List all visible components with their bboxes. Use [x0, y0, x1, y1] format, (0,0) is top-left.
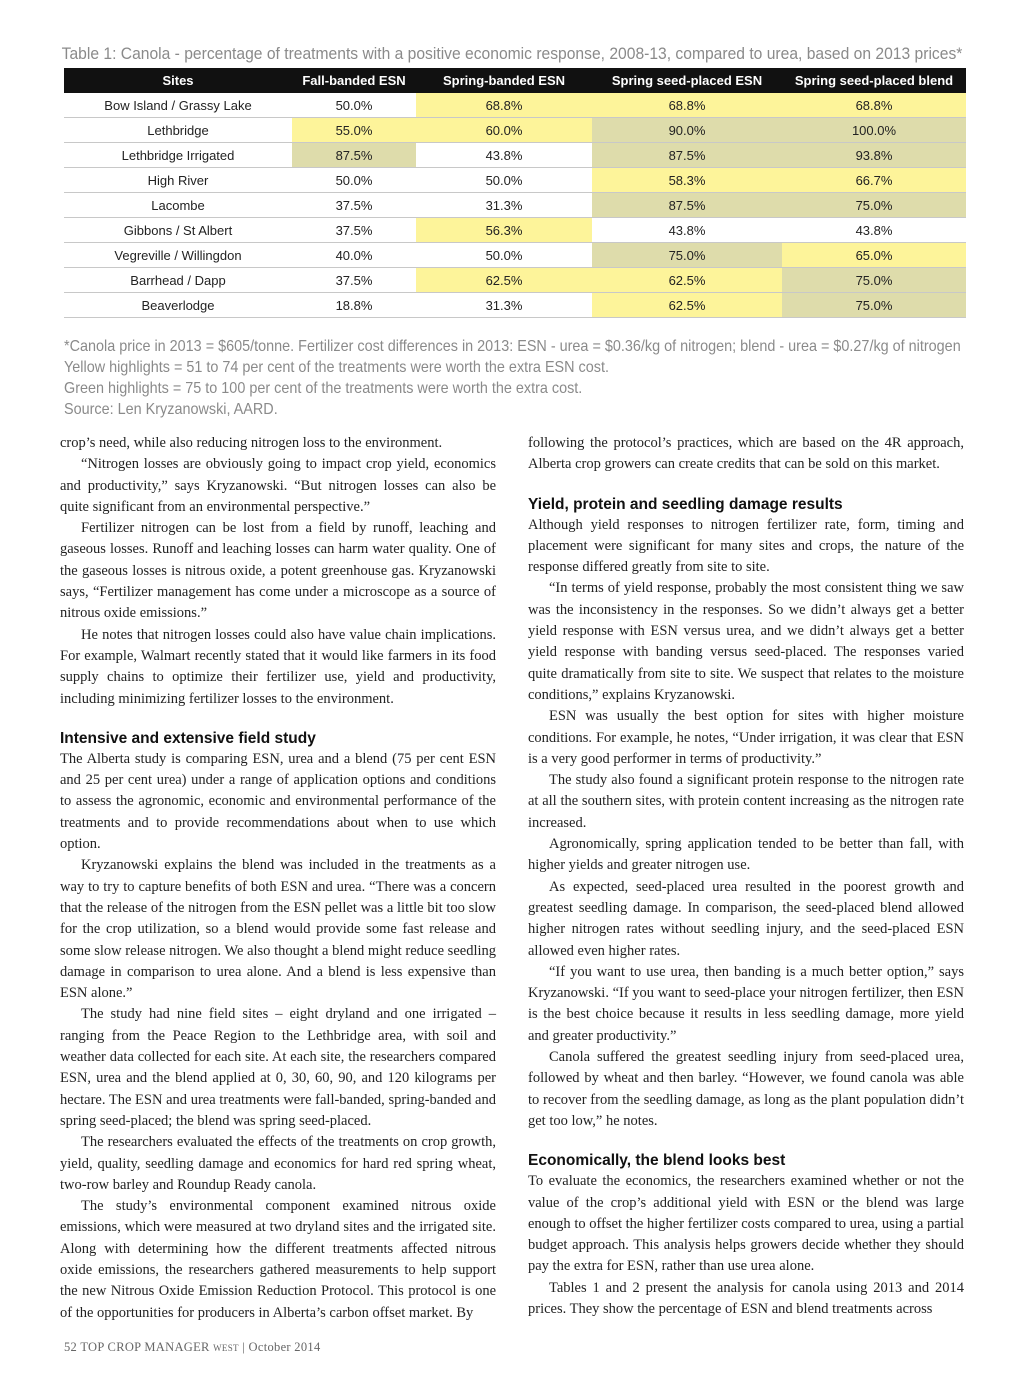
article-column-left [60, 433, 496, 1324]
paragraph: The Alberta study is comparing ESN, urea and a blend (75 per cent ESN and 25 per cent urea) under a range of application options and conditions to assess the agronomic, economic and environmental performance of the treatments and to provide recommendations about when to use which option. [60, 750, 496, 853]
site-cell: Lethbridge [64, 118, 292, 143]
table-row [64, 293, 966, 318]
value-cell: 43.8% [592, 218, 782, 243]
table-title: Table 1: Canola - percentage of treatments with a positive economic response, 2008-13, compared to urea, based on 2013 prices* [61, 44, 963, 63]
yellow-highlight-note: Yellow highlights = 51 to 74 per cent of the treatments were worth the extra ESN cost. [64, 359, 609, 376]
paragraph: following the protocol’s practices, which are based on the 4R approach, Alberta crop growers can create credits that can be sold on this market. [528, 435, 964, 473]
site-cell: Bow Island / Grassy Lake [64, 93, 292, 118]
paragraph: ESN was usually the best option for sites with higher moisture conditions. For example, he notes, “Under irrigation, it was clear that ESN is a very good performer in terms of productivity.” [528, 708, 964, 767]
page-number: 52 [64, 1340, 78, 1354]
price-note: *Canola price in 2013 = $605/tonne. Fertilizer cost differences in 2013: ESN - urea = $0.36/kg of nitrogen; blend - urea = $0.27/kg of nitrogen [64, 338, 961, 355]
value-cell: 31.3% [416, 293, 592, 318]
value-cell: 58.3% [592, 168, 782, 193]
paragraph: Kryzanowski explains the blend was included in the treatments as a way to try to capture benefits of both ESN and urea. “There was a concern that the release of the nitrogen from the ESN pellet was a little bit too slow for the crop utilization, so a blend would provide some fast release and some slow release nitrogen. We also thought a blend might reduce seedling damage in comparison to urea alone. And a blend is less expensive than ESN alone.” [60, 857, 496, 1002]
value-cell: 75.0% [782, 293, 966, 318]
site-cell: Barrhead / Dapp [64, 268, 292, 293]
site-cell: Lethbridge Irrigated [64, 143, 292, 168]
value-cell: 62.5% [592, 293, 782, 318]
site-cell: Gibbons / St Albert [64, 218, 292, 243]
header-fall-banded-esn: Fall-banded ESN [292, 68, 416, 93]
source-note: Source: Len Kryzanowski, AARD. [64, 401, 278, 418]
article-column-right [528, 433, 964, 1320]
value-cell: 56.3% [416, 218, 592, 243]
footer-separator: | [242, 1340, 246, 1354]
value-cell: 50.0% [292, 93, 416, 118]
value-cell: 75.0% [782, 193, 966, 218]
header-sites: Sites [64, 68, 292, 93]
value-cell: 60.0% [416, 118, 592, 143]
issue-date: October 2014 [248, 1340, 321, 1354]
section-heading: Intensive and extensive field study [60, 729, 316, 747]
section-heading: Yield, protein and seedling damage results [528, 495, 843, 513]
value-cell: 87.5% [592, 193, 782, 218]
table-row [64, 143, 966, 168]
value-cell: 62.5% [416, 268, 592, 293]
page-footer [64, 1340, 321, 1355]
paragraph: Although yield responses to nitrogen fertilizer rate, form, timing and placement were significant for many sites and crops, the nature of the response differed greatly from site to site. [528, 516, 964, 576]
value-cell: 68.8% [592, 93, 782, 118]
value-cell: 37.5% [292, 218, 416, 243]
table-row [64, 118, 966, 143]
header-spring-seed-placed-blend: Spring seed-placed blend [782, 68, 966, 93]
value-cell: 37.5% [292, 193, 416, 218]
table-notes [64, 336, 984, 420]
paragraph: The researchers evaluated the effects of the treatments on crop growth, yield, quality, seedling damage and economics for hard red spring wheat, two-row barley and Roundup Ready canola. [60, 1134, 496, 1193]
section-heading: Economically, the blend looks best [528, 1152, 786, 1170]
paragraph: To evaluate the economics, the researchers examined whether or not the value of the crop’s additional yield with ESN or the blend was large enough to offset the higher fertilizer costs compared to urea, using a partial budget approach. This analysis helps growers decide whether they should pay the extra for ESN, rather than use urea alone. [528, 1173, 964, 1275]
value-cell: 50.0% [416, 168, 592, 193]
paragraph: As expected, seed-placed urea resulted in the poorest growth and greatest seedling damage. In comparison, the seed-placed blend allowed higher nitrogen rates without seedling injury, and the seed-placed ESN allowed even higher rates. [528, 878, 964, 959]
table-row [64, 243, 966, 268]
value-cell: 68.8% [416, 93, 592, 118]
value-cell: 75.0% [782, 268, 966, 293]
value-cell: 50.0% [292, 168, 416, 193]
paragraph: “In terms of yield response, probably the most consistent thing we saw was the inconsistency in the responses. So we didn’t always get a better yield response with ESN versus urea, and we didn’t always get a better yield response with banding versus seed-placed. The responses varied quite dramatically from site to site. We suspect that relates to the moisture conditions,” explains Kryzanowski. [528, 580, 964, 703]
value-cell: 43.8% [416, 143, 592, 168]
value-cell: 18.8% [292, 293, 416, 318]
paragraph: The study also found a significant protein response to the nitrogen rate at all the southern sites, with protein content increasing as the nitrogen rate increased. [528, 772, 964, 831]
paragraph: He notes that nitrogen losses could also have value chain implications. For example, Walmart recently stated that it would like farmers in its food supply chains to optimize their fertilizer use, yield and productivity, including minimizing fertilizer losses to the environment. [60, 626, 496, 707]
value-cell: 68.8% [782, 93, 966, 118]
paragraph: Canola suffered the greatest seedling injury from seed-placed urea, followed by wheat and then barley. “However, we found canola was able to recover from the seedling damage, as long as the plant population didn’t get too low,” he notes. [528, 1049, 964, 1129]
site-cell: Beaverlodge [64, 293, 292, 318]
header-spring-banded-esn: Spring-banded ESN [416, 68, 592, 93]
paragraph: The study had nine field sites – eight dryland and one irrigated – ranging from the Peace Region to the Lethbridge area, with soil and weather data collected for each site. At each site, the researchers compared ESN, urea and the blend applied at 0, 30, 60, 90, and 120 kilograms per hectare. The ESN and urea treatments were fall-banded, spring-banded and spring seed-placed; the blend was spring seed-placed. [60, 1006, 496, 1129]
paragraph: Fertilizer nitrogen can be lost from a field by runoff, leaching and gaseous losses. Runoff and leaching losses can harm water quality. One of the gaseous losses is nitrous oxide, a potent greenhouse gas. Kryzanowski says, “Fertilizer management has come under a microscope as a source of nitrous oxide emissions.” [60, 520, 496, 622]
canola-response-table [64, 68, 966, 318]
paragraph: Tables 1 and 2 present the analysis for canola using 2013 and 2014 prices. They show the percentage of ESN and blend treatments across [528, 1279, 964, 1317]
paragraph: The study’s environmental component examined nitrous oxide emissions, which were measured at two dryland sites and the irrigated site. Along with determining how the different treatments affected nitrous oxide emissions, the researchers gathered measurements to help support the new Nitrous Oxide Emission Reduction Protocol. This protocol is one of the opportunities for producers in Alberta’s carbon offset market. By [60, 1198, 496, 1321]
green-highlight-note: Green highlights = 75 to 100 per cent of the treatments were worth the extra cost. [64, 380, 583, 397]
value-cell: 87.5% [292, 143, 416, 168]
paragraph: “If you want to use urea, then banding is a much better option,” says Kryzanowski. “If you want to seed-place your nitrogen fertilizer, then ESN is the best choice because it results in less seedling damage, more yield and greater productivity.” [528, 963, 964, 1044]
site-cell: Lacombe [64, 193, 292, 218]
magazine-name: TOP CROP MANAGER [80, 1340, 210, 1354]
value-cell: 65.0% [782, 243, 966, 268]
value-cell: 87.5% [592, 143, 782, 168]
value-cell: 43.8% [782, 218, 966, 243]
value-cell: 75.0% [592, 243, 782, 268]
header-spring-seed-placed-esn: Spring seed-placed ESN [592, 68, 782, 93]
table-row [64, 268, 966, 293]
value-cell: 66.7% [782, 168, 966, 193]
table-row [64, 168, 966, 193]
value-cell: 93.8% [782, 143, 966, 168]
value-cell: 62.5% [592, 268, 782, 293]
magazine-edition: WEST [213, 1343, 239, 1353]
table-row [64, 218, 966, 243]
site-cell: Vegreville / Willingdon [64, 243, 292, 268]
paragraph: crop’s need, while also reducing nitrogen loss to the environment. [60, 435, 443, 451]
value-cell: 31.3% [416, 193, 592, 218]
paragraph: “Nitrogen losses are obviously going to impact crop yield, economics and productivity,” says Kryzanowski. “But nitrogen losses can also be quite significant from an environmental perspective.” [60, 456, 496, 515]
table-row [64, 193, 966, 218]
table-header-row [64, 68, 966, 93]
value-cell: 37.5% [292, 268, 416, 293]
value-cell: 90.0% [592, 118, 782, 143]
value-cell: 50.0% [416, 243, 592, 268]
paragraph: Agronomically, spring application tended to be better than fall, with higher yields and greater nitrogen use. [528, 836, 964, 874]
site-cell: High River [64, 168, 292, 193]
value-cell: 40.0% [292, 243, 416, 268]
value-cell: 100.0% [782, 118, 966, 143]
table-row [64, 93, 966, 118]
value-cell: 55.0% [292, 118, 416, 143]
